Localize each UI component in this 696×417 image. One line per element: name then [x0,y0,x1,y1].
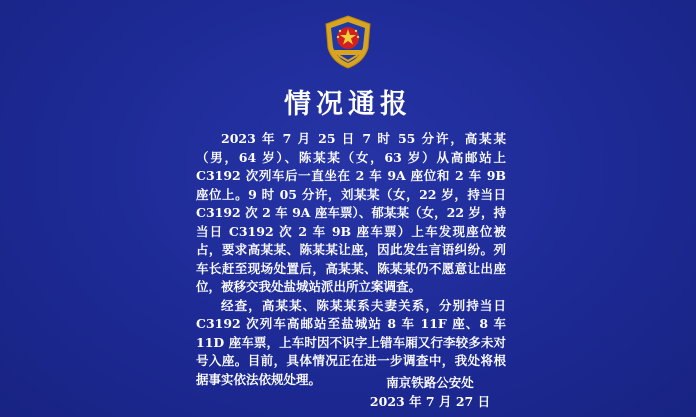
notice-body [196,130,506,389]
notice-signature [360,373,500,411]
signature-date: 2023 年 7 月 27 日 [369,394,491,409]
notice-paragraph: 2023 年 7 月 25 日 7 时 55 分许，高某某（男，64 岁）、陈某某（女，63 岁）从高邮站上 C3192 次列车后一直坐在 2 车 9A 座位和 2 车 9B 座位上。9 时 05 分许，刘某某（女，22 岁，持当日 C3192 次 2 车 9A 座车票）、郁某某（女，22 岁，持当日 C3192 次 2 车 9B 座车票）上车发现座位被占，要求高某某、陈某某让座，因此发生言语纠纷。列车长赶至现场处置后，高某某、陈某某仍不愿意让出座位，被移交我处盐城站派出所立案调查。 [196,131,506,294]
signature-org: 南京铁路公安处 [386,375,474,390]
police-emblem-icon [320,14,376,70]
notice-title: 情况通报 [284,89,412,120]
notice-paragraph: 经查，高某某、陈某某系夫妻关系，分别持当日 C3192 次列车高邮站至盐城站 8 车 11F 座、8 车 11D 座车票，上车时因不识字上错车厢又行李较多未对号入座。目前，具体情况正在进一步调查中，我处将根据事实依法依规处理。 [196,297,506,387]
